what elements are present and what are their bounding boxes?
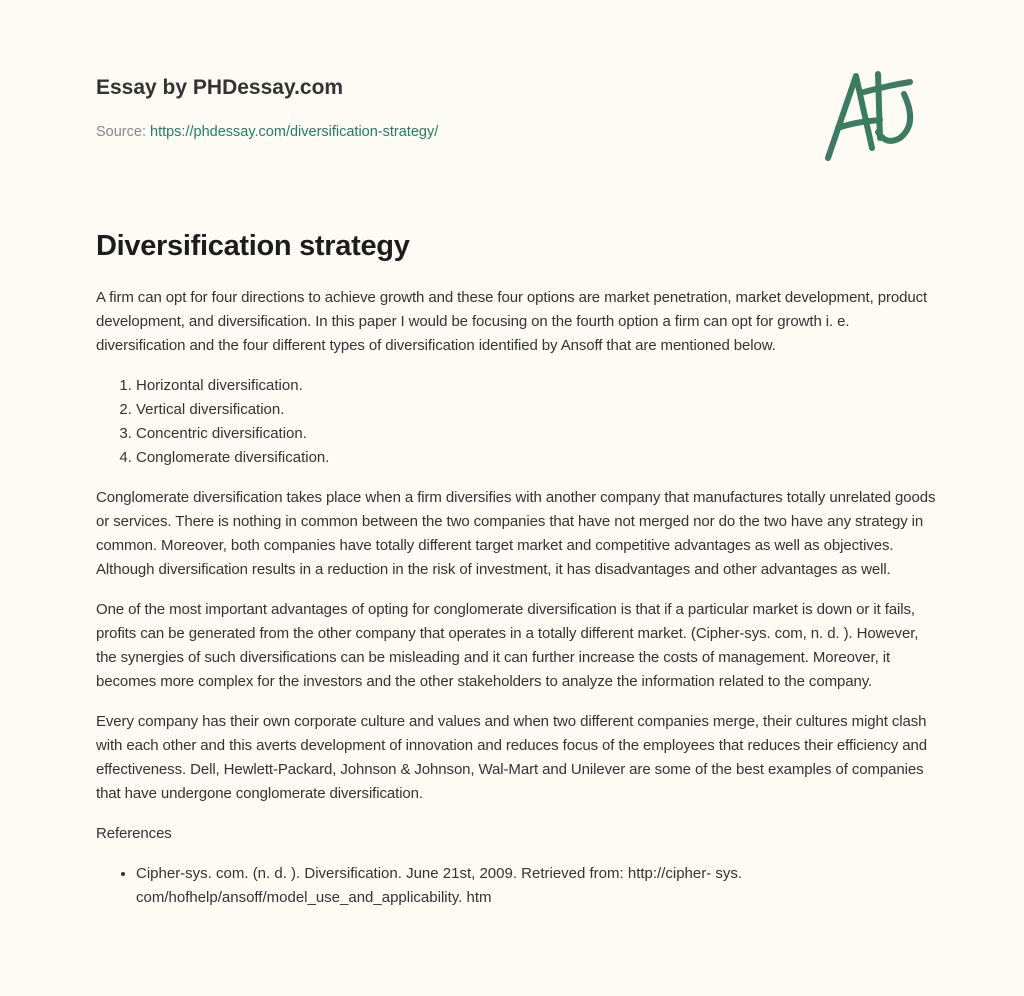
source-link[interactable]: https://phdessay.com/diversification-strategy/ [150,124,439,140]
list-item: 1. Horizontal diversification. [136,374,936,398]
intro-paragraph: A firm can opt for four directions to achieve growth and these four options are market penetration, market development, product development, and diversification. In this paper I would be focusing on the fourth option a firm can opt for growth i. e. diversification and the four different types of diversification identified by Ansoff that are mentioned below. [96,289,928,354]
list-item: 2. Vertical diversification. [136,398,936,422]
body-paragraph: Conglomerate diversification takes place when a firm diversifies with another company that manufactures totally unrelated goods or services. There is nothing in common between the two companies that have not merged nor do the two have any strategy in common. Moreover, both companies have totally different target market and competitive advantages as well as objectives. Although diversification results in a reduction in the risk of investment, it has disadvantages and other advantages as well. [96,489,936,578]
source-line [96,124,438,140]
references-list [96,862,936,910]
body-paragraph: Every company has their own corporate culture and values and when two different companies merge, their cultures might clash with each other and this averts development of innovation and reduces focus of the employees that reduces their efficiency and effectiveness. Dell, Hewlett-Packard, Johnson & Johnson, Wal-Mart and Unilever are some of the best examples of companies that have undergone conglomerate diversification. [96,713,927,802]
article-title: Diversification strategy [96,230,410,262]
a-plus-logo [820,66,930,166]
site-title: Essay by PHDessay.com [96,76,344,99]
list-item: 3. Concentric diversification. [136,422,936,446]
body-paragraph: One of the most important advantages of opting for conglomerate diversification is that if a particular market is down or it fails, profits can be generated from the other company that operates in a totally different market. (Cipher-sys. com, n. d. ). However, the synergies of such diversifications can be misleading and it can further increase the costs of management. Moreover, it becomes more complex for the investors and the other stakeholders to analyze the information related to the company. [96,601,919,690]
list-item: 4. Conglomerate diversification. [136,446,936,470]
article [96,226,936,910]
diversification-types-list [96,374,936,470]
reference-item: • Cipher-sys. com. (n. d. ). Diversification. June 21st, 2009. Retrieved from: http://cipher- sys. com/hofhelp/ansoff/model_use_and_applicability. htm [136,862,936,910]
source-label: Source: [96,124,150,140]
references-heading: References [96,825,172,842]
